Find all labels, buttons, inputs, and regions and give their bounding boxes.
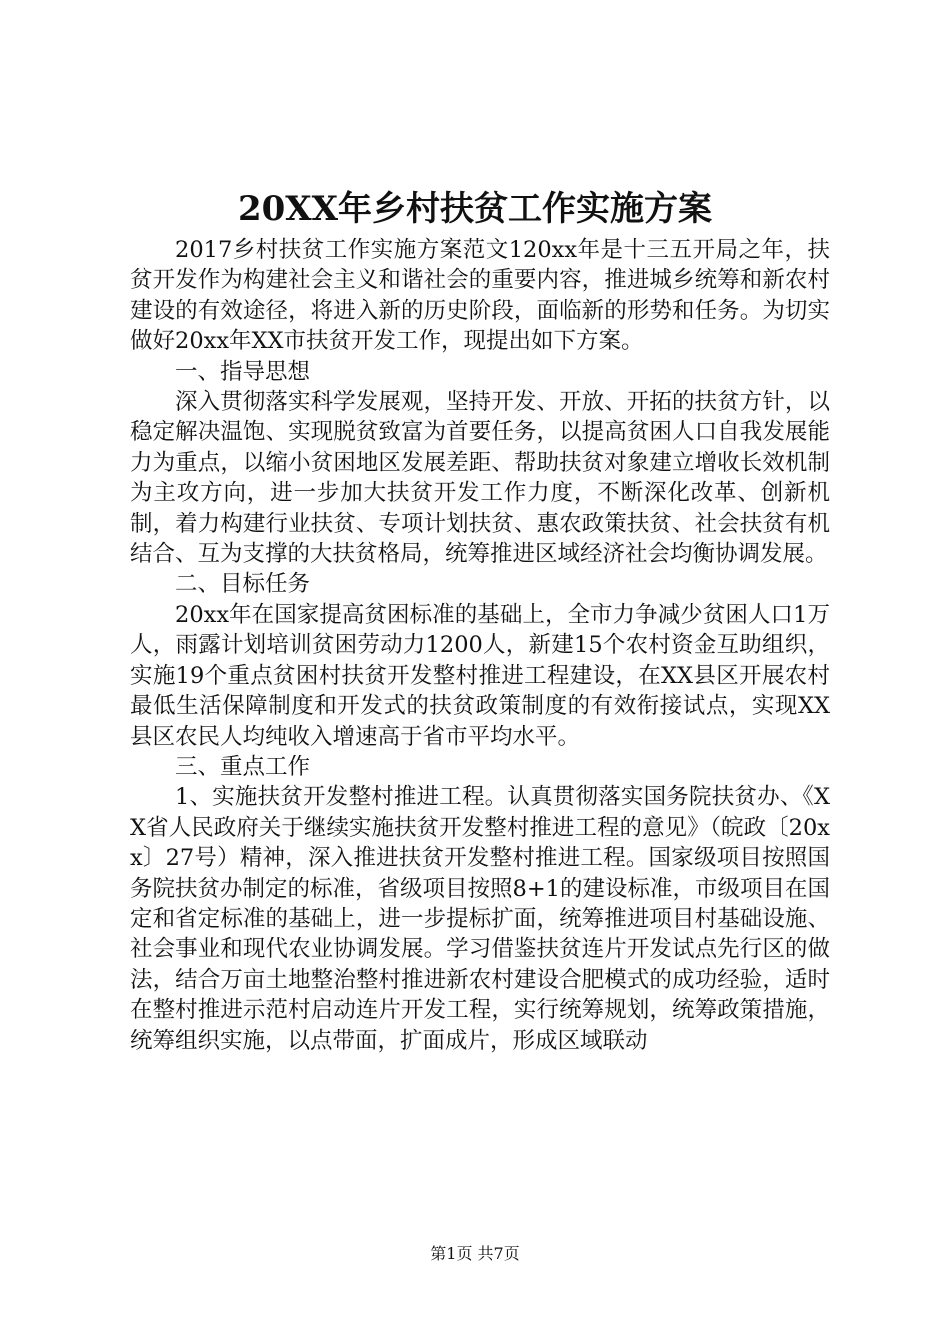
document-body [130,235,830,1056]
page-footer: 第1页 共7页 [430,1244,520,1263]
paragraph-key-work-1: 1、实施扶贫开发整村推进工程。认真贯彻落实国务院扶贫办、《XX省人民政府关于继续实施扶贫开发整村推进工程的意见》（皖政〔20xx〕27号）精神，深入推进扶贫开发整村推进工程。国家级项目按照国务院扶贫办制定的标准，省级项目按照8+1的建设标准，市级项目在国定和省定标准的基础上，进一步提标扩面，统筹推进项目村基础设施、社会事业和现代农业协调发展。学习借鉴扶贫连片开发试点先行区的做法，结合万亩土地整治整村推进新农村建设合肥模式的成功经验，适时在整村推进示范村启动连片开发工程，实行统筹规划，统筹政策措施，统筹组织实施，以点带面，扩面成片，形成区域联动 [130,784,830,1054]
paragraph-guiding-ideology: 深入贯彻落实科学发展观，坚持开发、开放、开拓的扶贫方针，以稳定解决温饱、实现脱贫致富为首要任务，以提高贫困人口自我发展能力为重点，以缩小贫困地区发展差距、帮助扶贫对象建立增收长效机制为主攻方向，进一步加大扶贫开发工作力度，不断深化改革、创新机制，着力构建行业扶贫、专项计划扶贫、惠农政策扶贫、社会扶贫有机结合、互为支撑的大扶贫格局，统筹推进区域经济社会均衡协调发展。 [130,389,830,568]
document-title: 20XX年乡村扶贫工作实施方案 [237,189,713,229]
section-heading-key-work: 三、重点工作 [175,753,311,780]
section-heading-goals: 二、目标任务 [175,571,311,598]
paragraph-goals: 20xx年在国家提高贫困标准的基础上，全市力争减少贫困人口1万人，雨露计划培训贫困劳动力1200人，新建15个农村资金互助组织，实施19个重点贫困村扶贫开发整村推进工程建设，在XX县区开展农村最低生活保障制度和开发式的扶贫政策制度的有效衔接试点，实现XX县区农民人均纯收入增速高于省市平均水平。 [130,601,830,750]
paragraph-intro: 2017乡村扶贫工作实施方案范文120xx年是十三五开局之年，扶贫开发作为构建社会主义和谐社会的重要内容，推进城乡统筹和新农村建设的有效途径，将进入新的历史阶段，面临新的形势和任务。为切实做好20xx年XX市扶贫开发工作，现提出如下方案。 [130,237,830,355]
section-heading-guiding-ideology: 一、指导思想 [175,358,311,385]
